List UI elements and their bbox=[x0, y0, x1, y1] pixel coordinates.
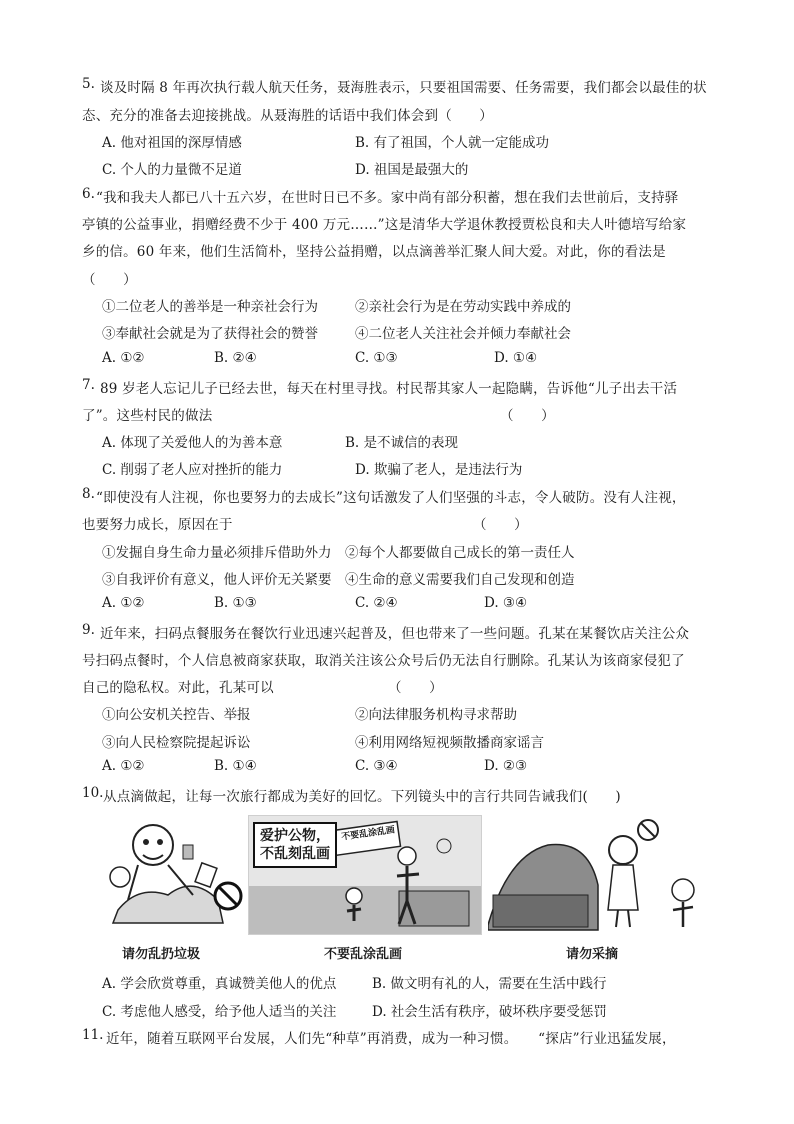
q9-statement-3: ③向人民检察院提起诉讼 bbox=[102, 735, 251, 751]
q9-stem-line-3: 自己的隐私权。对此，孔某可以 bbox=[82, 680, 274, 696]
q5-stem-line-2: 态、充分的准备去迎接挑战。从聂海胜的话语中我们体会到（ ） bbox=[82, 108, 493, 124]
q9-answer-blank: （ ） bbox=[388, 680, 443, 696]
q6-statement-2: ②亲社会行为是在劳动实践中养成的 bbox=[355, 299, 571, 315]
q10-option-b: B. 做文明有礼的人，需要在生活中践行 bbox=[372, 976, 607, 992]
q8-option-d: D. ③④ bbox=[484, 595, 528, 611]
q8-statement-1: ①发掘自身生命力量必须排斥借助外力 bbox=[102, 545, 332, 561]
q9-statement-4: ④利用网络短视频散播商家谣言 bbox=[355, 735, 544, 751]
q7-option-b: B. 是不诚信的表现 bbox=[345, 435, 459, 451]
q6-answer-blank: （ ） bbox=[82, 272, 137, 288]
q9-statement-1: ①向公安机关控告、举报 bbox=[102, 707, 251, 723]
q8-number: 8. bbox=[82, 486, 95, 502]
q11-number: 11. bbox=[82, 1027, 104, 1043]
q6-option-b: B. ②④ bbox=[214, 350, 257, 366]
q6-option-d: D. ①④ bbox=[494, 350, 538, 366]
q7-option-d: D. 欺骗了老人，是违法行为 bbox=[355, 462, 523, 478]
q8-option-c: C. ②④ bbox=[355, 595, 398, 611]
q5-option-b: B. 有了祖国，个人就一定能成功 bbox=[355, 135, 550, 151]
q9-option-d: D. ②③ bbox=[484, 758, 528, 774]
q6-number: 6. bbox=[82, 186, 95, 202]
q6-stem-line-3: 乡的信。60 年来，他们生活简朴，坚持公益捐赠，以点滴善举汇聚人间大爱。对此，你的看法是 bbox=[82, 244, 666, 260]
cartoon-graffiti-panel bbox=[248, 815, 482, 935]
q7-option-a: A. 体现了关爱他人的为善本意 bbox=[102, 435, 283, 451]
q11-stem-line-1: 近年，随着互联网平台发展，人们先“种草”再消费，成为一种习惯。 “探店”行业迅猛发展， bbox=[106, 1031, 676, 1047]
q5-option-a: A. 他对祖国的深厚情感 bbox=[102, 135, 242, 151]
q9-stem-line-2: 号扫码点餐时，个人信息被商家获取，取消关注该公众号后仍无法自行删除。孔某认为该商家侵犯了 bbox=[82, 653, 685, 669]
q8-stem-line-1: “即使没有人注视，你也要努力的去成长”这句话激发了人们坚强的斗志，令人破防。没有人注视， bbox=[96, 490, 686, 506]
sign-text-line-2: 不乱刻乱画 bbox=[260, 846, 330, 862]
flower-picking-illustration bbox=[488, 815, 704, 935]
q8-statement-2: ②每个人都要做自己成长的第一责任人 bbox=[345, 545, 575, 561]
q7-stem-line-1: 89 岁老人忘记儿子已经去世，每天在村里寻找。村民帮其家人一起隐瞒，告诉他“儿子出去干活 bbox=[100, 381, 678, 397]
caption-littering: 请勿乱扔垃圾 bbox=[122, 947, 201, 962]
q8-option-b: B. ①③ bbox=[214, 595, 257, 611]
q8-option-a: A. ①② bbox=[102, 595, 145, 611]
q7-answer-blank: （ ） bbox=[500, 408, 555, 424]
q7-number: 7. bbox=[82, 377, 95, 393]
q10-number: 10. bbox=[82, 785, 104, 801]
q5-option-c: C. 个人的力量微不足道 bbox=[102, 162, 242, 178]
q9-number: 9. bbox=[82, 622, 95, 638]
q10-option-a: A. 学会欣赏尊重，真诚赞美他人的优点 bbox=[102, 976, 337, 992]
q9-option-a: A. ①② bbox=[102, 758, 145, 774]
q9-option-c: C. ③④ bbox=[355, 758, 398, 774]
q9-statement-2: ②向法律服务机构寻求帮助 bbox=[355, 707, 517, 723]
q10-stem-line-1: 从点滴做起，让每一次旅行都成为美好的回忆。下列镜头中的言行共同告诫我们( ) bbox=[103, 789, 621, 805]
sign-text-line-1: 爱护公物， bbox=[260, 828, 330, 844]
q9-option-b: B. ①④ bbox=[214, 758, 257, 774]
q6-stem-line-2: 亭镇的公益事业，捐赠经费不少于 400 万元……”这是清华大学退休教授贾松良和夫人叶德培写给家 bbox=[82, 217, 687, 233]
q6-option-a: A. ①② bbox=[102, 350, 145, 366]
cartoon-picking-panel bbox=[488, 815, 704, 935]
q8-stem-line-2: 也要努力成长，原因在于 bbox=[82, 517, 233, 533]
q6-statement-1: ①二位老人的善举是一种亲社会行为 bbox=[102, 299, 318, 315]
q7-option-c: C. 削弱了老人应对挫折的能力 bbox=[102, 462, 283, 478]
q6-option-c: C. ①③ bbox=[355, 350, 398, 366]
q8-answer-blank: （ ） bbox=[473, 517, 528, 533]
q6-statement-4: ④二位老人关注社会并倾力奉献社会 bbox=[355, 326, 571, 342]
q8-statement-3: ③自我评价有意义，他人评价无关紧要 bbox=[102, 572, 332, 588]
cartoon-sign bbox=[253, 822, 337, 868]
graffiti-board-text: 不要乱涂乱画 bbox=[340, 825, 396, 843]
no-littering-icon bbox=[212, 880, 244, 912]
caption-graffiti: 不要乱涂乱画 bbox=[324, 947, 403, 962]
q7-stem-line-2: 了”。这些村民的做法 bbox=[82, 408, 213, 424]
q5-option-d: D. 祖国是最强大的 bbox=[355, 162, 469, 178]
caption-picking: 请勿采摘 bbox=[566, 947, 619, 962]
q5-number: 5. bbox=[82, 76, 95, 92]
q9-stem-line-1: 近年来，扫码点餐服务在餐饮行业迅速兴起普及，但也带来了一些问题。孔某在某餐饮店关注公众 bbox=[100, 626, 690, 642]
q6-statement-3: ③奉献社会就是为了获得社会的赞誉 bbox=[102, 326, 318, 342]
cartoon-littering-panel bbox=[98, 815, 242, 935]
q10-option-d: D. 社会生活有秩序，破坏秩序要受惩罚 bbox=[372, 1004, 607, 1020]
q5-stem-line-1: 谈及时隔 8 年再次执行载人航天任务，聂海胜表示，只要祖国需要、任务需要，我们都会以最佳的状 bbox=[100, 80, 707, 96]
littering-illustration bbox=[98, 815, 242, 935]
q8-statement-4: ④生命的意义需要我们自己发现和创造 bbox=[345, 572, 575, 588]
q6-stem-line-1: “我和我夫人都已八十五六岁，在世时日已不多。家中尚有部分积蓄，想在我们去世前后，支持驿 bbox=[96, 190, 679, 206]
q10-option-c: C. 考虑他人感受，给予他人适当的关注 bbox=[102, 1004, 337, 1020]
